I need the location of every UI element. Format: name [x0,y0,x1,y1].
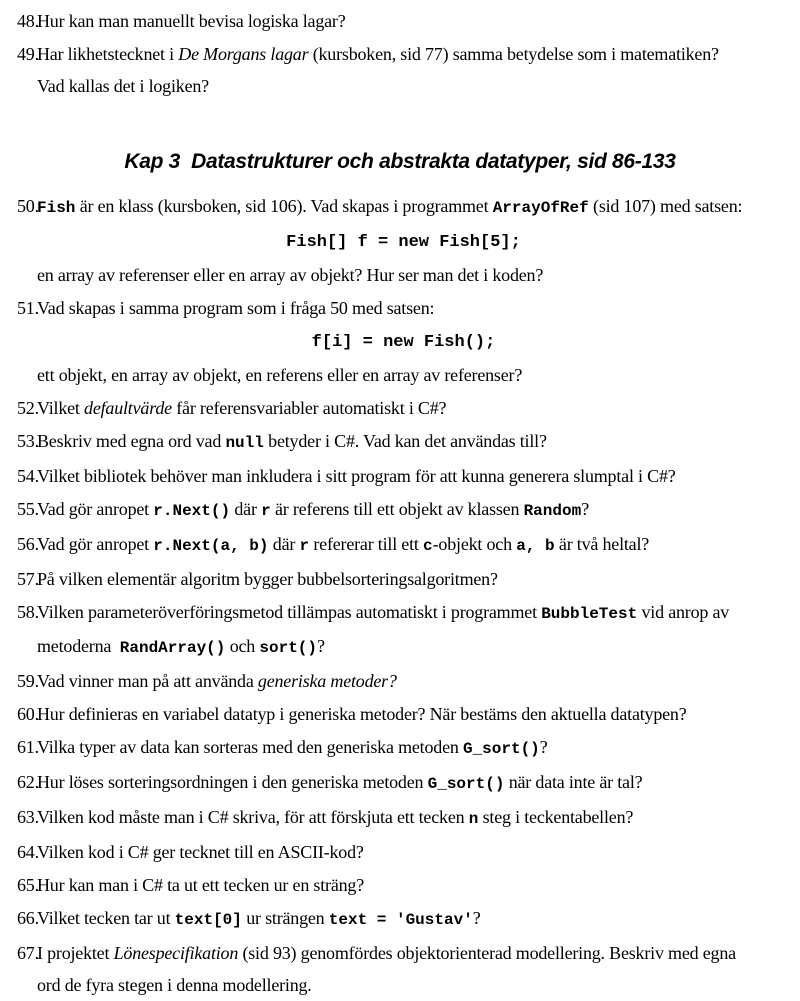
text-segment: (sid 107) med satsen: [588,196,743,216]
question-number: 53. [17,431,39,451]
question-item [0,563,800,595]
inline-code: G_sort() [462,740,540,758]
text-segment: På vilken elementär algoritm bygger bubbelsorteringsalgoritmen? [37,569,498,589]
text-segment: är en klass (kursboken, sid 106). Vad skapas i programmet [75,196,493,216]
text-segment: får referensvariabler automatiskt i C#? [171,398,447,418]
text-segment: Vilket bibliotek behöver man inkludera i sitt program för att kunna generera slumptal i C#? [37,466,676,486]
inline-code: Random [523,502,582,520]
text-segment: Vilket tecken tar ut [37,908,175,928]
inline-code: n [468,810,479,828]
question-number: 56. [17,534,39,554]
question-number: 64. [17,842,39,862]
inline-code: r.Next() [153,502,231,520]
text-segment: Vilken kod i C# ger tecknet till en ASCII-kod? [37,842,364,862]
question-line [37,292,790,324]
inline-code: a, b [516,537,555,555]
text-segment: steg i teckentabellen? [478,807,634,827]
question-line [37,665,790,697]
question-number: 50. [17,196,39,216]
question-line [37,259,790,291]
text-segment: -objekt och [432,534,517,554]
italic-text: Lönespecifikation [113,943,239,963]
text-segment: Vilket [37,398,85,418]
inline-code: BubbleTest [541,605,638,623]
code-statement-line [37,324,790,359]
text-segment: Beskriv med egna ord vad [37,431,226,451]
text-segment: betyder i C#. Vad kan det användas till? [263,431,547,451]
text-segment: är två heltal? [554,534,650,554]
question-number: 55. [17,499,39,519]
question-line [37,5,790,37]
question-number: 57. [17,569,39,589]
text-segment: Vilken parameteröverföringsmetod tillämpas automatiskt i programmet [37,602,542,622]
text-segment: Vad skapas i samma program som i fråga 50 med satsen: [37,298,435,318]
inline-code: text = 'Gustav' [328,911,473,929]
question-item [0,292,800,391]
question-number: 51. [17,298,39,318]
text-segment: och [225,636,260,656]
question-item [0,38,800,102]
question-number: 62. [17,772,39,792]
text-segment: ord de fyra stegen i denna modellering. [37,975,312,995]
text-segment: Hur kan man manuellt bevisa logiska lagar? [37,11,346,31]
question-item [0,190,800,291]
question-item [0,731,800,765]
question-number: 60. [17,704,39,724]
text-segment: Vad kallas det i logiken? [37,76,209,96]
inline-code: r.Next(a, b) [153,537,269,555]
text-segment: ? [472,908,481,928]
text-segment: Vad vinner man på att använda [37,671,258,691]
text-segment: ett objekt, en array av objekt, en referens eller en array av referenser? [37,365,523,385]
text-segment: refererar till ett [309,534,424,554]
question-line [37,190,790,224]
text-segment: en array av referenser eller en array av objekt? Hur ser man det i koden? [37,265,544,285]
question-number: 67. [17,943,39,963]
text-segment: Hur kan man i C# ta ut ett tecken ur en sträng? [37,875,364,895]
text-segment: metoderna [37,636,120,656]
question-item [0,698,800,730]
question-line [37,596,790,630]
question-item [0,869,800,901]
text-segment: Vad gör anropet [37,499,154,519]
question-line [37,460,790,492]
question-line [37,937,790,969]
question-item [0,493,800,527]
question-line [37,392,790,424]
question-number: 61. [17,737,39,757]
question-number: 63. [17,807,39,827]
text-segment: ? [581,499,589,519]
question-item [0,392,800,424]
question-number: 52. [17,398,39,418]
text-segment: när data inte är tal? [504,772,643,792]
question-line [37,493,790,527]
question-line [37,425,790,459]
inline-code: null [225,434,264,452]
question-line [37,766,790,800]
code-statement-line [37,224,790,259]
question-line [37,359,790,391]
question-item [0,425,800,459]
inline-code: r [261,502,271,520]
inline-code: Fish [37,199,76,217]
text-segment: (sid 93) genomfördes objektorienterad modellering. Beskriv med egna [238,943,736,963]
text-segment: Vilken kod måste man i C# skriva, för att förskjuta ett tecken [37,807,469,827]
question-item [0,5,800,37]
question-item [0,937,800,1001]
section-heading: Kap 3 Datastrukturer och abstrakta datatyper, sid 86-133 [124,150,676,173]
question-item [0,460,800,492]
question-line [37,528,790,562]
text-segment: Har likhetstecknet i [37,44,179,64]
question-line [37,38,790,70]
question-item [0,836,800,868]
question-item [0,801,800,835]
text-segment: Hur löses sorteringsordningen i den generiska metoden [37,772,428,792]
code-text: Fish[] f = new Fish[5]; [286,233,521,252]
text-segment: där [230,499,262,519]
code-text: f[i] = new Fish(); [311,333,496,352]
inline-code: sort() [259,639,317,657]
question-number: 54. [17,466,39,486]
question-number: 58. [17,602,39,622]
question-line [37,902,790,936]
question-line [37,698,790,730]
question-item [0,528,800,562]
inline-code: ArrayOfRef [492,199,589,217]
text-segment: I projektet [37,943,114,963]
question-line [37,563,790,595]
text-segment: är referens till ett objekt av klassen [270,499,524,519]
question-number: 59. [17,671,39,691]
text-segment: Vad gör anropet [37,534,154,554]
text-segment: vid anrop av [637,602,730,622]
inline-code: c [423,537,433,555]
text-segment: ur strängen [241,908,329,928]
italic-text: De Morgans lagar [178,44,309,64]
question-line [37,630,790,664]
text-segment: ? [539,737,548,757]
inline-code: RandArray() [119,639,226,657]
text-segment: där [268,534,300,554]
question-item [0,596,800,664]
question-line [37,801,790,835]
italic-text: defaultvärde [84,398,172,418]
question-line [37,731,790,765]
inline-code: r [299,537,310,555]
inline-code: text[0] [174,911,242,929]
question-item [0,665,800,697]
question-number: 65. [17,875,39,895]
question-line [37,869,790,901]
question-number: 48. [17,11,39,31]
question-number: 49. [17,44,39,64]
question-line [37,836,790,868]
question-item [0,902,800,936]
question-number: 66. [17,908,39,928]
text-segment: Vilka typer av data kan sorteras med den generiska metoden [37,737,463,757]
text-segment: ? [317,636,325,656]
text-segment: Hur definieras en variabel datatyp i generiska metoder? När bestäms den aktuella datatypen? [37,704,687,724]
italic-text: generiska metoder? [257,671,397,691]
text-segment: (kursboken, sid 77) samma betydelse som i matematiken? [308,44,719,64]
question-line [37,70,790,102]
inline-code: G_sort() [427,775,505,793]
question-item [0,766,800,800]
